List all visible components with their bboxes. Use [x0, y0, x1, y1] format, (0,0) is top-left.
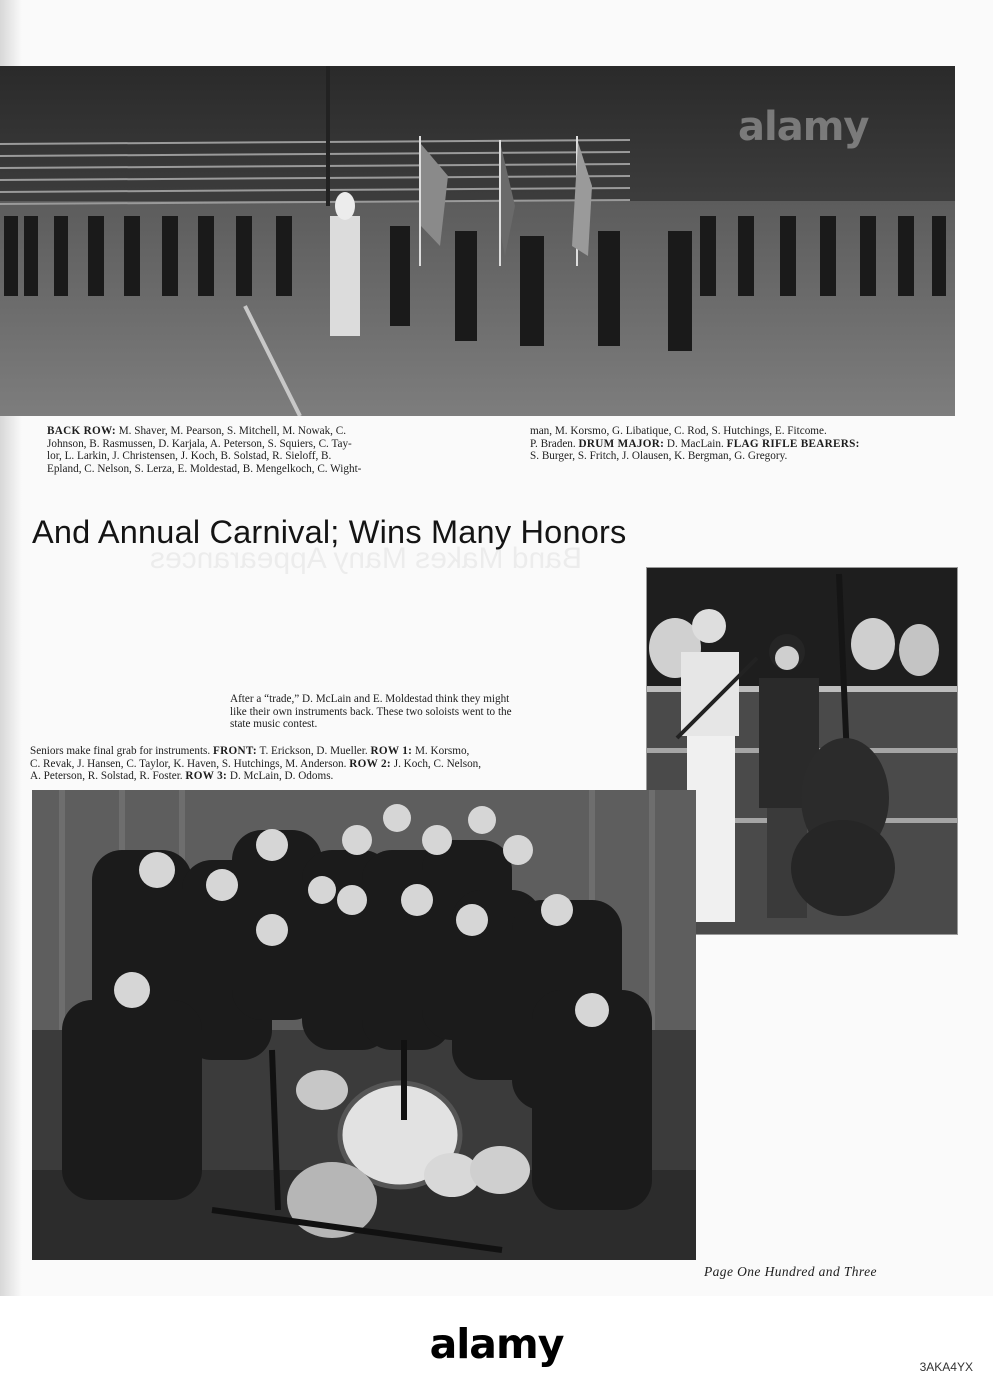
- front-label: FRONT:: [213, 745, 257, 757]
- stock-brand-logo: alamy: [429, 1320, 564, 1368]
- flag-rifle-bearers-label: FLAG RIFLE BEARERS:: [726, 437, 860, 450]
- caption-line: [30, 745, 640, 758]
- caption-line: lor, L. Larkin, J. Christensen, J. Koch, B. Solstad, R. Sieloff, B.: [47, 450, 332, 463]
- stock-image-id: 3AKA4YX: [919, 1360, 973, 1374]
- row3-names: D. McLain, D. Odoms.: [227, 770, 334, 783]
- row2-names: J. Koch, C. Nelson,: [390, 757, 482, 770]
- drum-major-label: DRUM MAJOR:: [578, 437, 665, 450]
- caption-line-text: M. Shaver, M. Pearson, S. Mitchell, M. Nowak, C.: [115, 425, 347, 437]
- page-number: Page One Hundred and Three: [704, 1264, 877, 1279]
- row3-label: ROW 3:: [185, 770, 228, 783]
- page-headline: And Annual Carnival; Wins Many Honors: [32, 514, 627, 550]
- caption-line-text: C. Revak, J. Hansen, C. Taylor, K. Haven, S. Hutchings, M. Anderson.: [30, 757, 350, 770]
- drum-major-name: D. MacLain.: [664, 437, 727, 450]
- caption-line: state music contest.: [230, 718, 318, 731]
- caption-line: man, M. Korsmo, G. Libatique, C. Rod, S. Hutchings, E. Fitcome.: [530, 425, 827, 437]
- caption-line: After a “trade,” D. McLain and E. Moldestad think they might: [230, 693, 510, 705]
- seniors-caption: [30, 745, 640, 783]
- watermark-text: alamy: [738, 104, 869, 150]
- row1-names: M. Korsmo,: [412, 745, 470, 757]
- caption-line: [530, 438, 957, 451]
- soloists-caption: [230, 693, 640, 731]
- row2-label: ROW 2:: [349, 757, 391, 770]
- band-caption-right: [530, 425, 957, 463]
- front-names: T. Erickson, D. Mueller.: [256, 745, 371, 757]
- caption-line: S. Burger, S. Fritch, J. Olausen, K. Bergman, G. Gregory.: [530, 450, 788, 463]
- bleed-through-headline: Band Makes Many Appearances: [150, 542, 582, 575]
- seniors-instruments-photo: [32, 790, 696, 1260]
- band-caption-left: [47, 425, 457, 475]
- caption-line: [30, 758, 640, 771]
- caption-line: [30, 770, 640, 783]
- caption-line: Epland, C. Nelson, S. Lerza, E. Moldestad, B. Mengelkoch, C. Wight-: [47, 462, 362, 475]
- caption-line-text: P. Braden.: [530, 437, 579, 450]
- back-row-label: BACK ROW:: [47, 425, 116, 437]
- caption-line: [47, 425, 457, 438]
- caption-line: Johnson, B. Rasmussen, D. Karjala, A. Peterson, S. Squiers, C. Tay-: [47, 437, 352, 450]
- row1-label: ROW 1:: [370, 745, 413, 757]
- caption-line-text: A. Peterson, R. Solstad, R. Foster.: [30, 770, 186, 783]
- caption-line-text: Seniors make final grab for instruments.: [30, 745, 213, 757]
- caption-line: like their own instruments back. These two soloists went to the: [230, 705, 512, 718]
